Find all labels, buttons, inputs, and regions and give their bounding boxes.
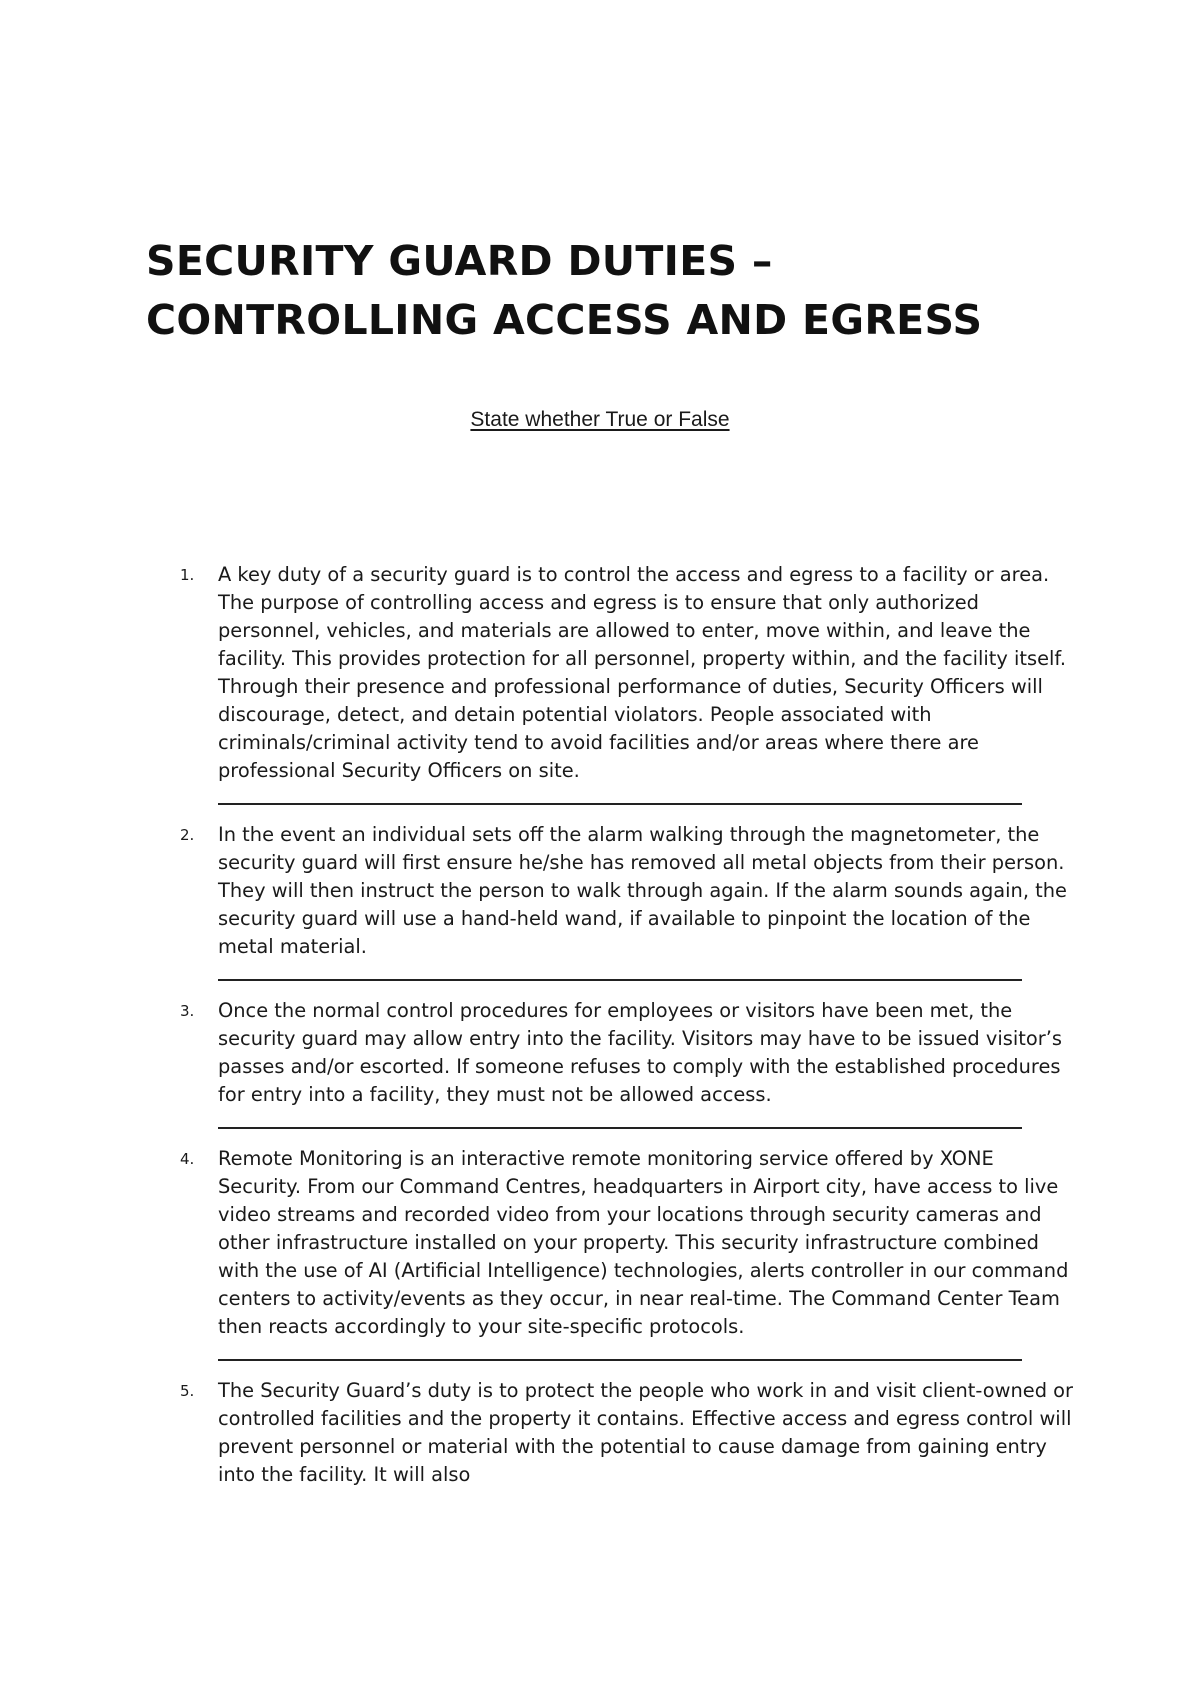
question-number: 3.: [180, 1002, 195, 1020]
question-list: [180, 561, 1073, 1489]
question-item: [180, 821, 1067, 981]
question-number: 2.: [180, 826, 195, 844]
question-number: 1.: [180, 566, 195, 584]
question-text: A key duty of a security guard is to control the access and egress to a facility or area. The purpose of controlling access and egress is to ensure that only authorized personnel, vehicles, and materials are allowed to enter, move within, and leave the facility. This provides protection for all personnel, property within, and the facility itself. Through their presence and professional performance of duties, Security Officers will discourage, detect, and detain potential violators. People associated with criminals/criminal activity tend to avoid facilities and/or areas where there are professional Security Officers on site.: [218, 563, 1067, 782]
question-text: Once the normal control procedures for employees or visitors have been met, the security guard may allow entry into the facility. Visitors may have to be issued visitor’s passes and/or escorted. If someone refuses to comply with the established procedures for entry into a facility, they must not be allowed access.: [218, 999, 1062, 1106]
question-item: [180, 1145, 1069, 1361]
question-text: In the event an individual sets off the alarm walking through the magnetometer, the security guard will first ensure he/she has removed all metal objects from their person. They will then instruct the person to walk through again. If the alarm sounds again, the security guard will use a hand-held wand, if available to pinpoint the location of the metal material.: [218, 823, 1067, 958]
question-number: 5.: [180, 1382, 195, 1400]
question-item: [180, 1377, 1073, 1489]
document-title: SECURITY GUARD DUTIES – CONTROLLING ACCESS AND EGRESS: [146, 237, 983, 344]
question-text: Remote Monitoring is an interactive remote monitoring service offered by XONE Security. From our Command Centres, headquarters in Airport city, have access to live video streams and recorded video from your locations through security cameras and other infrastructure installed on your property. This security infrastructure combined with the use of AI (Artificial Intelligence) technologies, alerts controller in our command centers to activity/events as they occur, in near real-time. The Command Center Team then reacts accordingly to your site-specific protocols.: [218, 1147, 1069, 1338]
question-text: The Security Guard’s duty is to protect the people who work in and visit client-owned or controlled facilities and the property it contains. Effective access and egress control will prevent personnel or material with the potential to cause damage from gaining entry into the facility. It will also: [218, 1379, 1073, 1486]
answer-line[interactable]: [218, 1359, 1022, 1361]
question-item: [180, 561, 1067, 805]
answer-line[interactable]: [218, 1127, 1022, 1129]
answer-line[interactable]: [218, 803, 1022, 805]
answer-line[interactable]: [218, 979, 1022, 981]
question-item: [180, 997, 1060, 1129]
document-subtitle: State whether True or False: [470, 408, 730, 431]
question-number: 4.: [180, 1150, 195, 1168]
